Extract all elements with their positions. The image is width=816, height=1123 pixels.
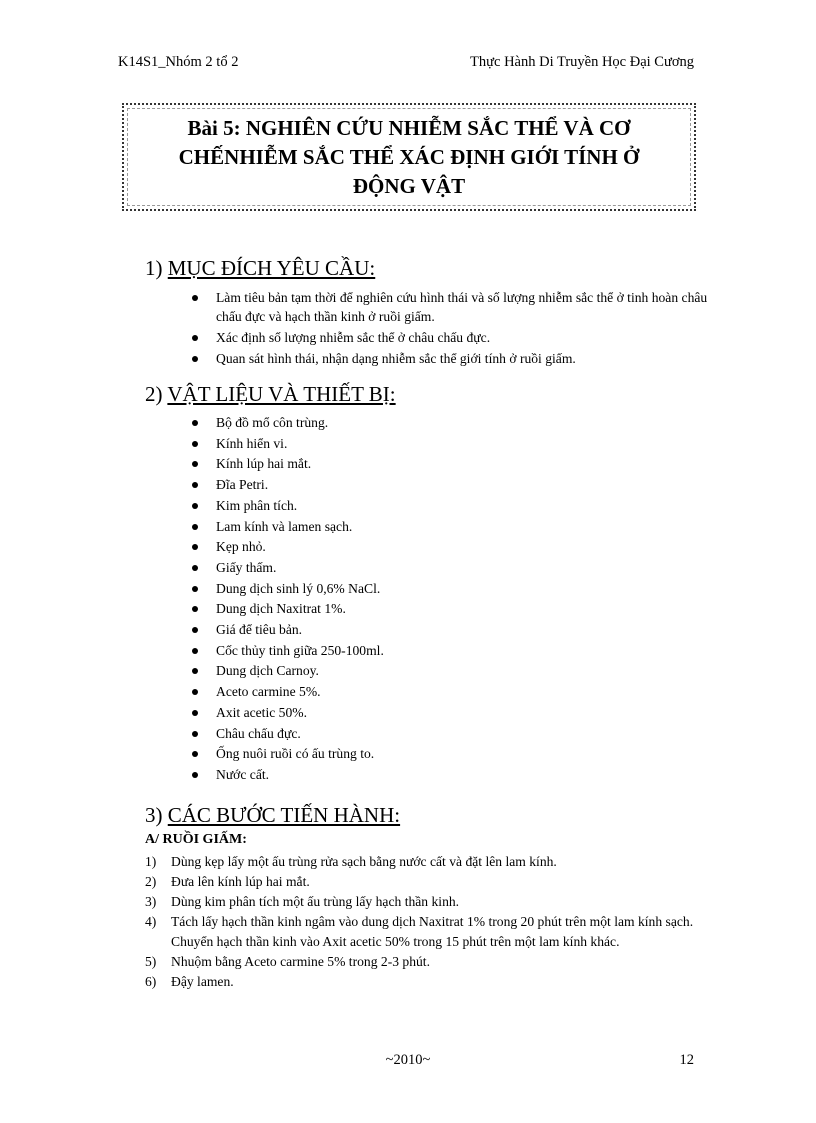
step-number: 4)	[145, 914, 157, 929]
step-number: 1)	[145, 854, 157, 869]
step-text: Dùng kim phân tích một ấu trùng lấy hạch thần kinh.	[171, 894, 460, 909]
footer-center: ~2010~	[385, 1052, 431, 1068]
step-text: Đậy lamen.	[171, 974, 234, 989]
step-number: 6)	[145, 974, 157, 989]
step-number: 2)	[145, 874, 157, 889]
list-item: Kính lúp hai mắt.	[190, 454, 384, 475]
list-item: Ống nuôi ruồi có ấu trùng to.	[190, 744, 384, 765]
section-1-heading	[145, 256, 375, 281]
section-2-title: VẬT LIỆU VÀ THIẾT BỊ:	[167, 382, 396, 406]
section-3-subheading: A/ RUỒI GIẤM:	[145, 832, 247, 847]
list-item: Lam kính và lamen sạch.	[190, 517, 384, 538]
list-item: Giấy thấm.	[190, 558, 384, 579]
list-item: Nước cất.	[190, 765, 384, 786]
list-item: Xác định số lượng nhiễm sắc thể ở châu chấu đực.	[190, 328, 710, 347]
title-box	[122, 103, 696, 211]
section-2-heading	[145, 382, 396, 407]
list-item: Đĩa Petri.	[190, 475, 384, 496]
step-item	[145, 872, 697, 892]
step-item	[145, 912, 697, 952]
section-3-steps	[145, 852, 697, 992]
step-text: Dùng kẹp lấy một ấu trùng rửa sạch bằng nước cất và đặt lên lam kính.	[171, 854, 557, 869]
list-item: Dung dịch sinh lý 0,6% NaCl.	[190, 579, 384, 600]
step-item	[145, 972, 697, 992]
list-item: Cốc thủy tinh giữa 250-100ml.	[190, 641, 384, 662]
section-1-number: 1)	[145, 256, 163, 280]
header-right: Thực Hành Di Truyền Học Đại Cương	[470, 54, 694, 70]
header-left: K14S1_Nhóm 2 tổ 2	[118, 54, 239, 70]
list-item: Giá để tiêu bản.	[190, 620, 384, 641]
list-item: Axit acetic 50%.	[190, 703, 384, 724]
step-text: Nhuộm bằng Aceto carmine 5% trong 2-3 phút.	[171, 954, 430, 969]
step-item	[145, 852, 697, 872]
step-text: Tách lấy hạch thần kinh ngâm vào dung dịch Naxitrat 1% trong 20 phút trên một lam kính sạch. Chuyển hạch thần kinh vào Axit acetic 50% trong 15 phút trên một lam kính khác.	[171, 914, 694, 949]
list-item: Kim phân tích.	[190, 496, 384, 517]
list-item: Làm tiêu bản tạm thời để nghiên cứu hình thái và số lượng nhiễm sắc thể ở tinh hoàn châu chấu đực và hạch thần kinh ở ruồi giấm.	[190, 288, 710, 326]
section-3-heading	[145, 803, 400, 828]
list-item: Dung dịch Carnoy.	[190, 661, 384, 682]
section-1-list	[190, 288, 710, 370]
section-2-list	[190, 413, 384, 786]
section-2-number: 2)	[145, 382, 163, 406]
list-item: Bộ đồ mổ côn trùng.	[190, 413, 384, 434]
list-item: Aceto carmine 5%.	[190, 682, 384, 703]
step-item	[145, 892, 697, 912]
section-1-title: MỤC ĐÍCH YÊU CẦU:	[167, 256, 376, 280]
page-number: 12	[679, 1052, 694, 1068]
page-title: Bài 5: NGHIÊN CỨU NHIỄM SẮC THỂ VÀ CƠ CHẾNHIỄM SẮC THỂ XÁC ĐỊNH GIỚI TÍNH Ở ĐỘNG VẬT	[178, 115, 640, 198]
list-item: Châu chấu đực.	[190, 724, 384, 745]
list-item: Kính hiển vi.	[190, 434, 384, 455]
section-3-title: CÁC BƯỚC TIẾN HÀNH:	[167, 803, 401, 827]
step-text: Đưa lên kính lúp hai mắt.	[171, 874, 310, 889]
list-item: Dung dịch Naxitrat 1%.	[190, 599, 384, 620]
step-item	[145, 952, 697, 972]
section-3-number: 3)	[145, 803, 163, 827]
step-number: 3)	[145, 894, 157, 909]
list-item: Quan sát hình thái, nhận dạng nhiễm sắc thể giới tính ở ruồi giấm.	[190, 349, 710, 368]
step-number: 5)	[145, 954, 157, 969]
list-item: Kẹp nhỏ.	[190, 537, 384, 558]
